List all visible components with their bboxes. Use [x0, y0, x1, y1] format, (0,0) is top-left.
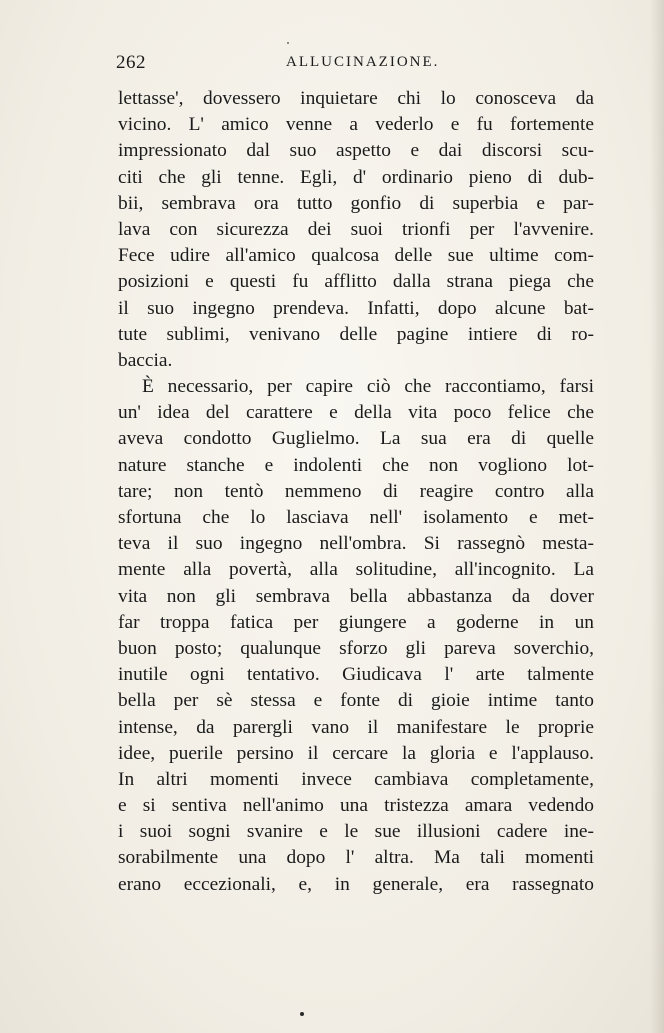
page-number: 262 [116, 52, 146, 73]
text-line: baccia. [118, 349, 173, 371]
text-line: posizioni e questi fu afflitto dalla strana piega che [118, 271, 594, 293]
text-line: sfortuna che lo lasciava nell' isolamento e met- [118, 507, 594, 528]
page-header [116, 52, 592, 78]
text-line: bella per sè stessa e fonte di gioie intime tanto [118, 690, 594, 712]
running-head: ALLUCINAZIONE. [286, 54, 440, 70]
footer-signature-mark [300, 1012, 304, 1016]
text-line: vita non gli sembrava bella abbastanza da dover [118, 585, 594, 607]
text-line: impressionato dal suo aspetto e dai discorsi scu- [118, 140, 594, 162]
text-line: intense, da parergli vano il manifestare le proprie [118, 716, 594, 738]
text-line: tute sublimi, venivano delle pagine intiere di ro- [118, 323, 594, 345]
text-line: buon posto; qualunque sforzo gli pareva soverchio, [118, 637, 594, 659]
text-line: citi che gli tenne. Egli, d' ordinario pieno di dub- [118, 166, 594, 188]
text-line: mente alla povertà, alla solitudine, all'incognito. La [118, 559, 594, 581]
text-line: È necessario, per capire ciò che raccontiamo, farsi [142, 376, 594, 398]
text-line: nature stanche e indolenti che non vogliono lot- [118, 454, 594, 476]
text-line: bii, sembrava ora tutto gonfio di superbia e par- [118, 192, 594, 214]
text-line: un' idea del carattere e della vita poco felice che [118, 402, 594, 424]
text-line: il suo ingegno prendeva. Infatti, dopo alcune bat- [118, 297, 594, 319]
text-line: e si sentiva nell'animo una tristezza amara vedendo [118, 795, 594, 817]
text-line: inutile ogni tentativo. Giudicava l' arte talmente [118, 664, 594, 686]
text-line: tare; non tentò nemmeno di reagire contro alla [118, 480, 594, 502]
text-line: aveva condotto Guglielmo. La sua era di quelle [118, 428, 594, 450]
text-line: lava con sicurezza dei suoi trionfi per l'avvenire. [118, 218, 594, 240]
text-line: sorabilmente una dopo l' altra. Ma tali momenti [118, 847, 594, 869]
text-line: i suoi sogni svanire e le sue illusioni cadere ine- [118, 821, 594, 843]
page-edge-shadow [650, 0, 664, 1033]
body-text [118, 86, 594, 898]
print-speck [287, 42, 289, 44]
text-line: In altri momenti invece cambiava completamente, [118, 768, 594, 790]
text-line: far troppa fatica per giungere a goderne in un [118, 611, 594, 633]
text-line: idee, puerile persino il cercare la gloria e l'applauso. [118, 742, 594, 764]
text-line: lettasse', dovessero inquietare chi lo conosceva da [118, 88, 594, 109]
text-line: Fece udire all'amico qualcosa delle sue ultime com- [118, 245, 594, 267]
text-line: vicino. L' amico venne a vederlo e fu fortemente [118, 114, 594, 136]
text-line: teva il suo ingegno nell'ombra. Si rassegnò mesta- [118, 533, 594, 555]
text-line: erano eccezionali, e, in generale, era rassegnato [118, 873, 594, 895]
